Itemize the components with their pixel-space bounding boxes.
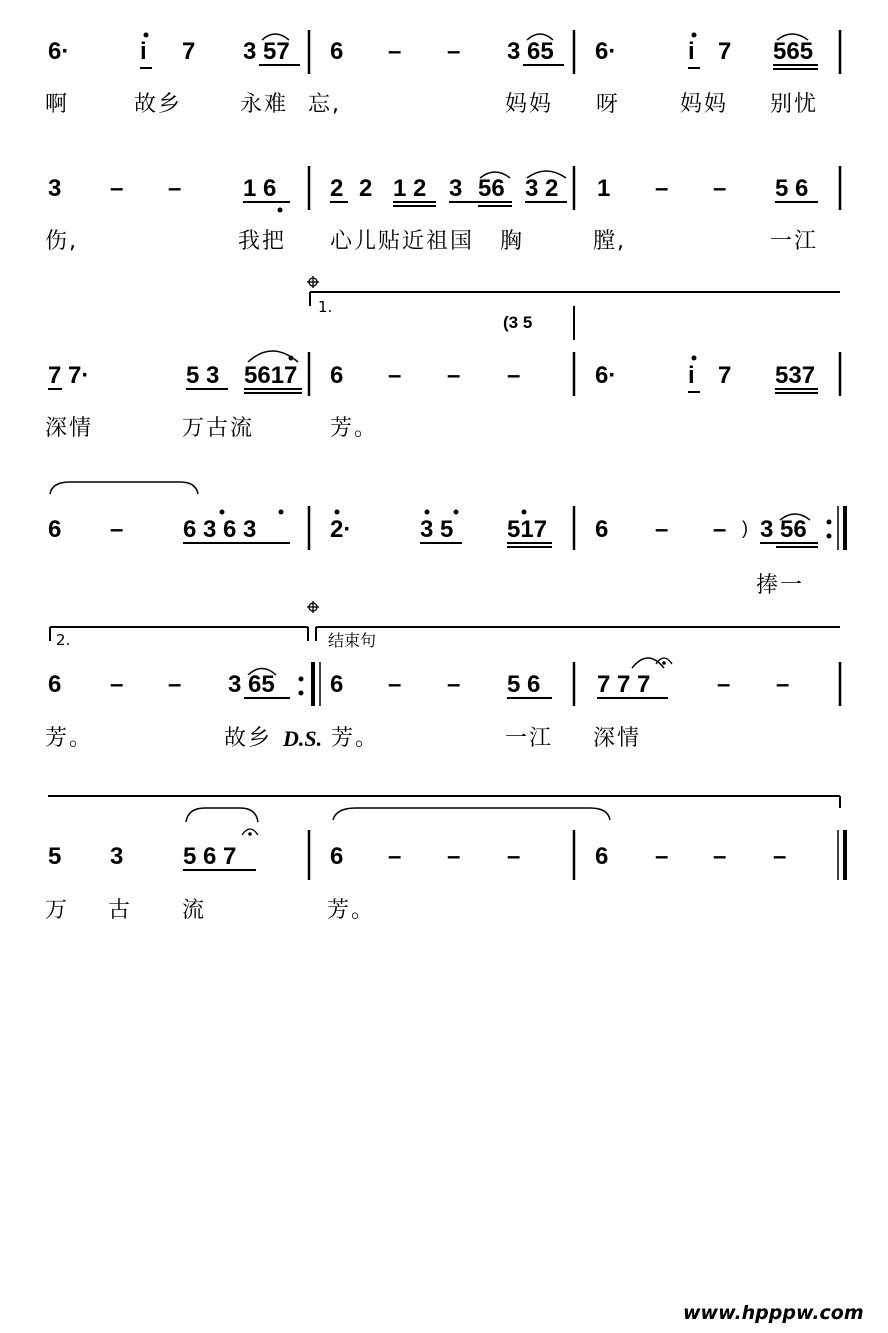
lyric: 我把: [238, 229, 287, 254]
dash: –: [110, 516, 124, 543]
note: 7: [718, 362, 732, 389]
pickup-notes: (3 5: [503, 313, 533, 332]
note: 3 5: [420, 516, 454, 543]
dash: –: [110, 175, 124, 202]
close-paren: ): [742, 518, 748, 538]
note: i: [140, 38, 147, 65]
dash: –: [773, 843, 787, 870]
volta-1-label: 1.: [318, 298, 333, 316]
dash: –: [388, 38, 402, 65]
dash: –: [447, 843, 461, 870]
dash: –: [507, 362, 521, 389]
note: 2: [330, 175, 344, 202]
dash: –: [388, 362, 402, 389]
note: 1 2: [393, 175, 427, 202]
lyric: 芳。: [45, 726, 94, 751]
note: 1 6: [243, 175, 277, 202]
dash: –: [447, 38, 461, 65]
note: 6: [595, 516, 609, 543]
lyric: 永难: [240, 92, 289, 117]
lyric: 故乡: [134, 92, 183, 117]
lyric: 膛,: [593, 229, 626, 254]
lyric: 捧一: [756, 573, 805, 598]
lyric: 芳。: [331, 726, 380, 751]
note: 6: [48, 516, 62, 543]
lyric: 故乡: [224, 726, 273, 751]
note: 5 6 7: [183, 843, 237, 870]
dash: –: [388, 671, 402, 698]
note: 6·: [595, 362, 617, 389]
dash: –: [507, 843, 521, 870]
note: 6 3 6 3: [183, 516, 257, 543]
note: 2: [359, 175, 373, 202]
note: 5 3: [186, 362, 220, 389]
dash: –: [655, 175, 669, 202]
coda-label: 结束句: [328, 631, 377, 650]
dash: –: [447, 671, 461, 698]
note: 1: [597, 175, 611, 202]
note: 7: [182, 38, 196, 65]
lyric: 呀: [596, 92, 621, 117]
note: 6: [48, 671, 62, 698]
lyric: 忘,: [308, 92, 341, 117]
lyric: 流: [182, 898, 207, 923]
dal-segno-mark: D.S.: [283, 726, 323, 751]
dash: –: [713, 843, 727, 870]
note: i: [688, 362, 695, 389]
dash: –: [168, 175, 182, 202]
dash: –: [110, 671, 124, 698]
dash: –: [713, 516, 727, 543]
lyric: 妈妈: [680, 92, 729, 117]
note: 3 2: [525, 175, 559, 202]
note: 6: [330, 38, 344, 65]
note: 56: [478, 175, 505, 202]
note: 5: [48, 843, 62, 870]
note: 565: [773, 38, 814, 65]
lyric: 啊: [45, 92, 70, 117]
note: 6: [330, 843, 344, 870]
note: 5 6: [507, 671, 541, 698]
lyric: 胸: [500, 229, 525, 254]
note: 3 65: [228, 671, 275, 698]
dash: –: [447, 362, 461, 389]
lyric: 深情: [45, 416, 94, 441]
site-watermark: www.hpppw.com: [683, 1302, 864, 1324]
dash: –: [776, 671, 790, 698]
dash: –: [168, 671, 182, 698]
note: 517: [507, 516, 548, 543]
note: i: [688, 38, 695, 65]
note: 5617: [244, 362, 298, 389]
note: 6: [330, 671, 344, 698]
note: 3: [110, 843, 124, 870]
lyric: 万古流: [182, 416, 255, 441]
dash: –: [388, 843, 402, 870]
note: 2·: [330, 516, 352, 543]
note: 3 56: [760, 516, 807, 543]
note: 7: [718, 38, 732, 65]
volta-2-label: 2.: [56, 631, 71, 649]
note: 3: [449, 175, 463, 202]
lyric: 妈妈: [505, 92, 554, 117]
note: 6: [330, 362, 344, 389]
note: 6·: [595, 38, 617, 65]
lyric: 芳。: [327, 898, 376, 923]
dash: –: [655, 843, 669, 870]
note: 5 6: [775, 175, 809, 202]
note: 3 65: [507, 38, 554, 65]
dash: –: [713, 175, 727, 202]
note: 3: [48, 175, 62, 202]
lyric: 别忧: [770, 92, 819, 117]
note: 6·: [48, 38, 70, 65]
note: 3 57: [243, 38, 290, 65]
dash: –: [655, 516, 669, 543]
note: 7 7·: [48, 362, 90, 389]
dash: –: [717, 671, 731, 698]
lyric: 深情: [593, 726, 642, 751]
lyric: 心儿贴近祖国: [330, 229, 475, 254]
lyric: 一江: [505, 726, 554, 751]
lyric: 一江: [770, 229, 819, 254]
lyric: 芳。: [330, 416, 379, 441]
note: 7 7 7: [597, 671, 651, 698]
lyric: 古: [108, 898, 133, 923]
note: 6: [595, 843, 609, 870]
note: 537: [775, 362, 816, 389]
lyric: 伤,: [45, 229, 78, 254]
lyric: 万: [45, 898, 70, 923]
